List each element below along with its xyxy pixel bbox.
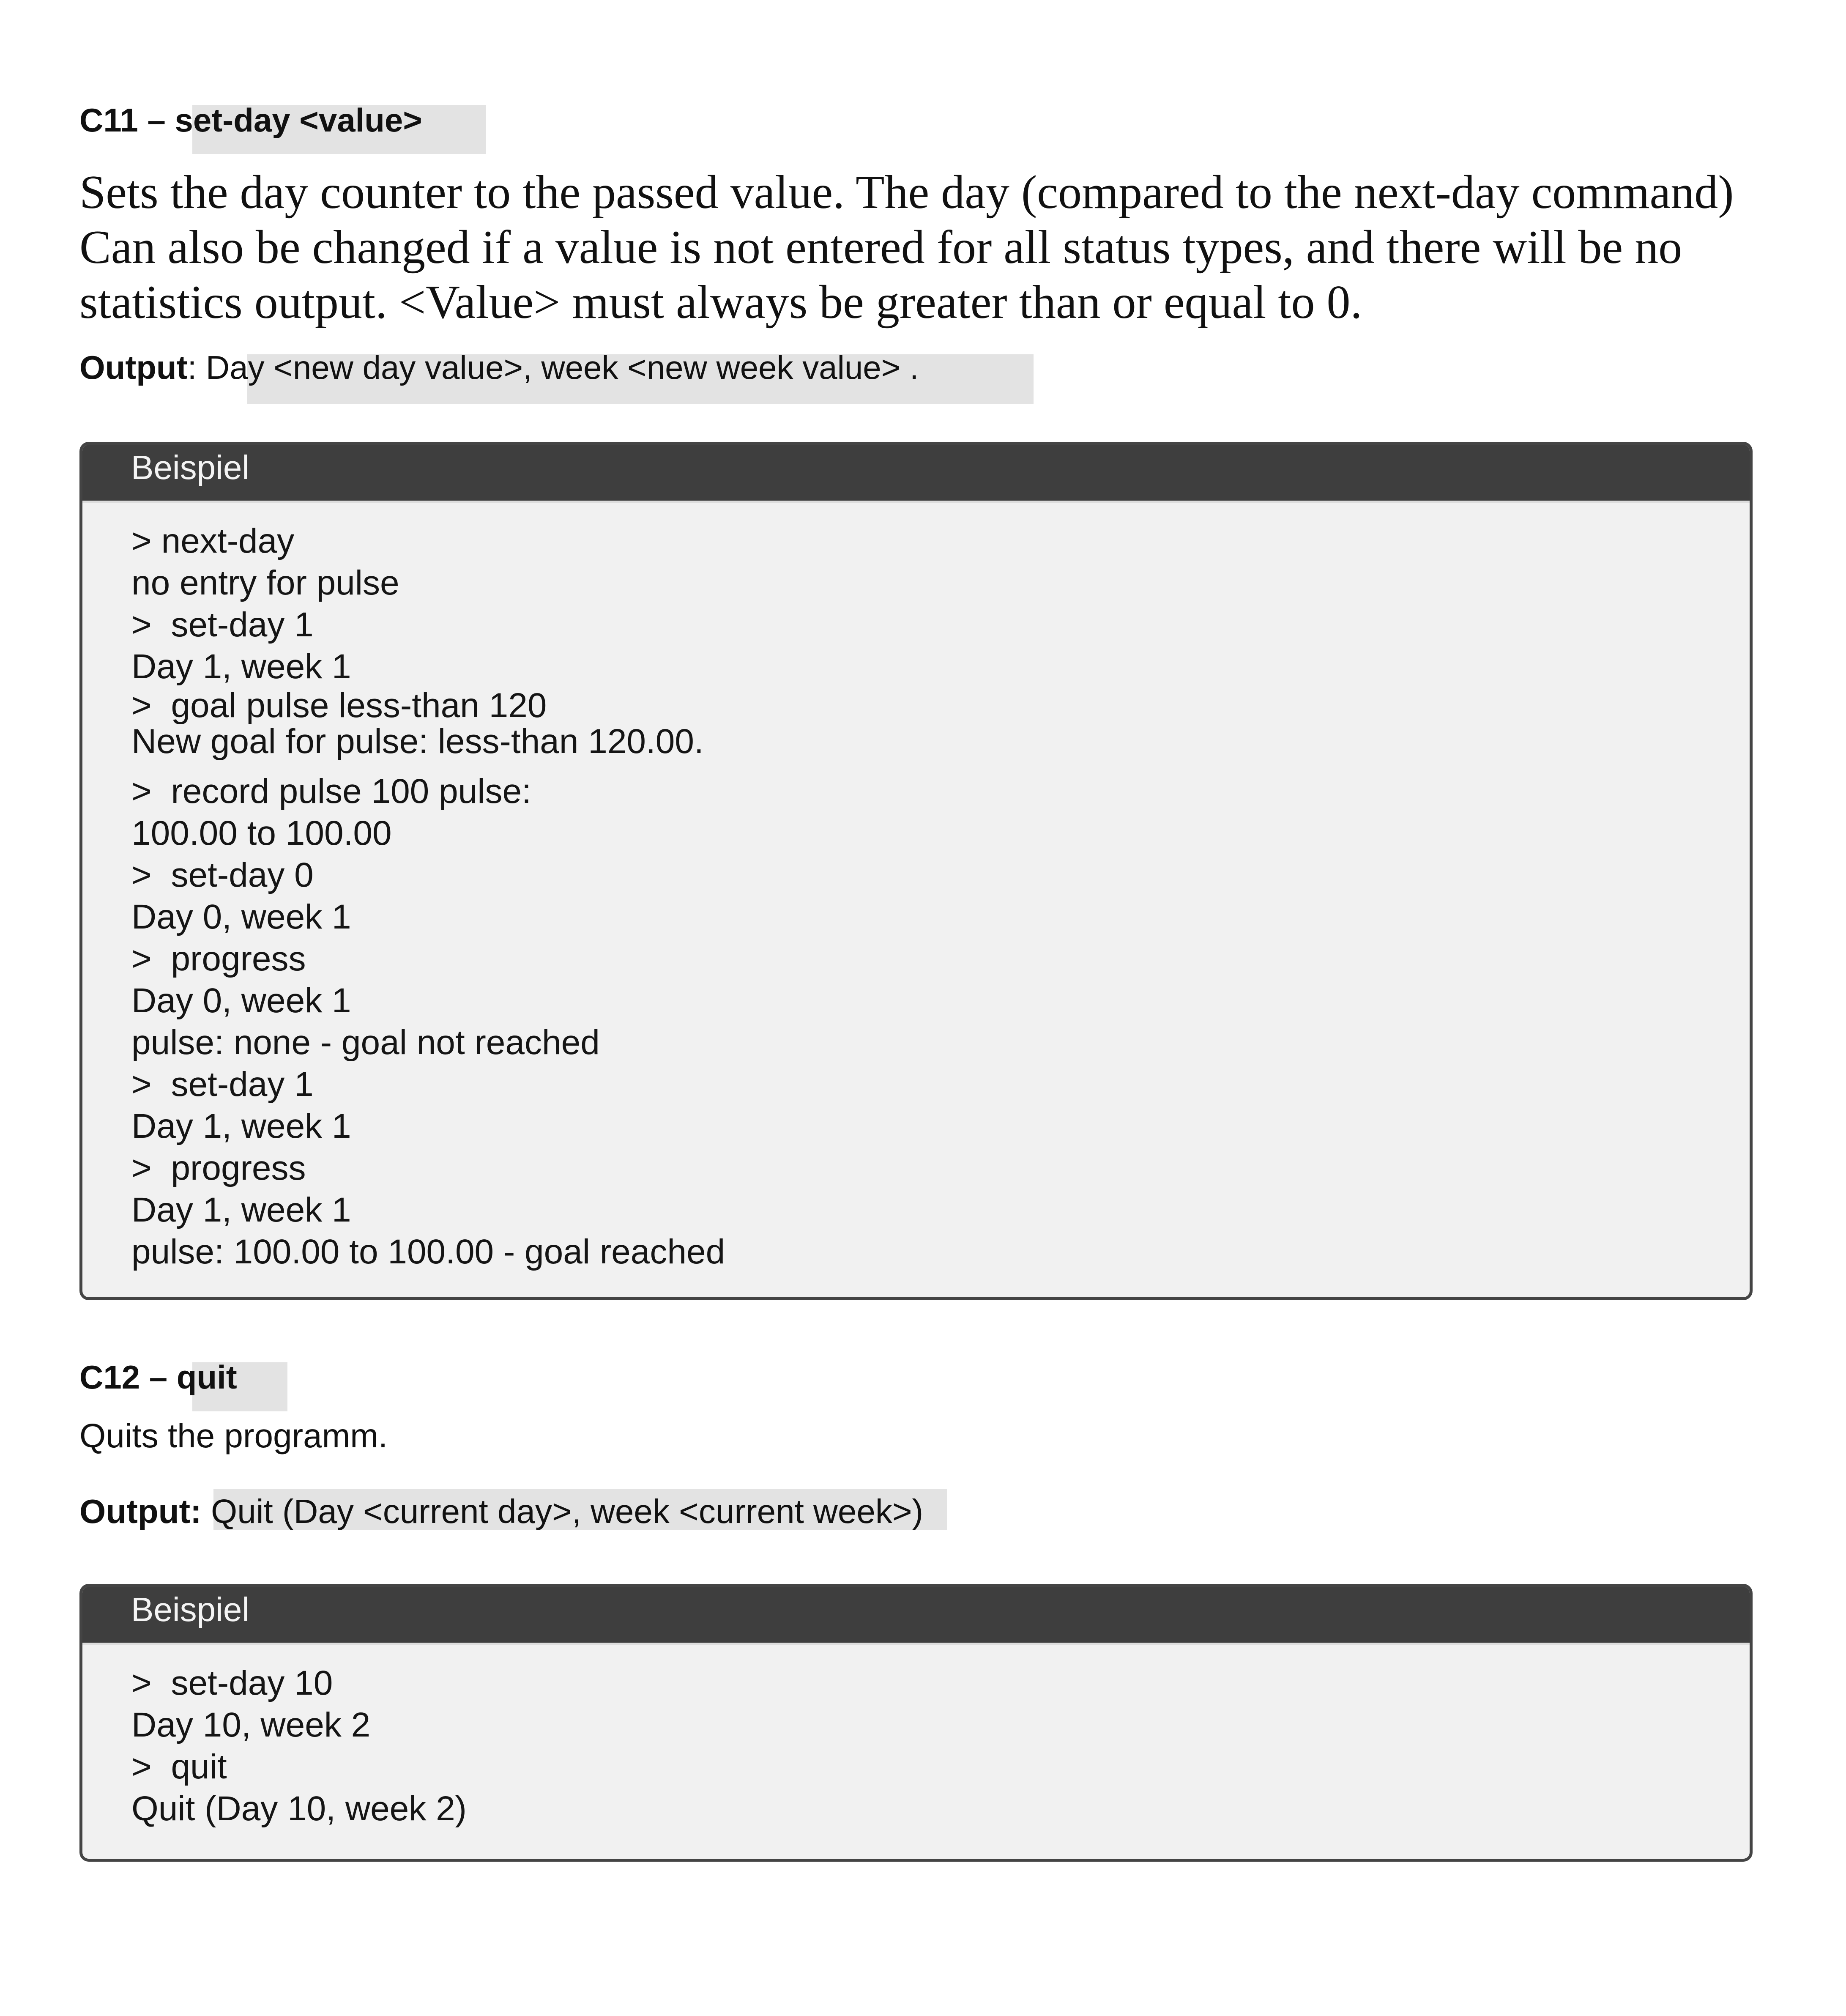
example-line: Quit (Day 10, week 2) xyxy=(131,1789,467,1828)
example-box-body xyxy=(82,503,1750,1273)
section-heading-c12: C12 – quit xyxy=(79,1359,237,1396)
example-line: > next-day xyxy=(131,522,295,560)
description-line: Can also be changed if a value is not entered for all status types, and there will be no xyxy=(79,221,1682,274)
example-line: pulse: 100.00 to 100.00 - goal reached xyxy=(131,1233,725,1271)
example-line: > set-day 1 xyxy=(131,605,314,644)
section-heading-c11: C11 – set-day <value> xyxy=(79,101,422,139)
output-line-c12 xyxy=(79,1495,923,1528)
output-format: Quit (Day <current day>, week <current week>) xyxy=(201,1493,924,1530)
example-line: > progress xyxy=(131,940,306,978)
example-box-body xyxy=(82,1645,1750,1830)
section-description-c11 xyxy=(79,165,1787,330)
example-line: > set-day 10 xyxy=(131,1664,333,1702)
description-line: statistics output. <Value> must always be greater than or equal to 0. xyxy=(79,276,1362,329)
example-line: > record pulse 100 pulse: xyxy=(131,772,531,811)
output-line-c11 xyxy=(79,351,919,384)
example-line: Day 1, week 1 xyxy=(131,647,351,686)
example-box-c11 xyxy=(79,442,1753,1300)
example-line: 100.00 to 100.00 xyxy=(131,814,392,852)
example-line: pulse: none - goal not reached xyxy=(131,1023,600,1062)
example-box-header: Beispiel xyxy=(82,445,1750,503)
example-line: no entry for pulse xyxy=(131,564,399,602)
output-format: : Day <new day value>, week <new week value> . xyxy=(187,349,919,386)
output-label: Output xyxy=(79,349,188,386)
example-line: > set-day 0 xyxy=(131,856,314,894)
example-line: Day 1, week 1 xyxy=(131,1191,351,1229)
example-line: > progress xyxy=(131,1149,306,1187)
example-line: New goal for pulse: less-than 120.00. xyxy=(131,722,704,761)
example-line: > goal pulse less-than 120 xyxy=(131,686,547,725)
example-line: Day 1, week 1 xyxy=(131,1107,351,1145)
example-line: Day 0, week 1 xyxy=(131,898,351,936)
example-line: Day 0, week 1 xyxy=(131,981,351,1020)
example-line: Day 10, week 2 xyxy=(131,1706,371,1744)
example-line: > set-day 1 xyxy=(131,1065,314,1104)
output-label: Output: xyxy=(79,1493,202,1530)
section-description-c12: Quits the programm. xyxy=(79,1417,388,1454)
example-line: > quit xyxy=(131,1748,227,1786)
description-line: Sets the day counter to the passed value. The day (compared to the next-day command) xyxy=(79,166,1734,219)
example-box-header: Beispiel xyxy=(82,1587,1750,1645)
example-box-c12 xyxy=(79,1584,1753,1862)
